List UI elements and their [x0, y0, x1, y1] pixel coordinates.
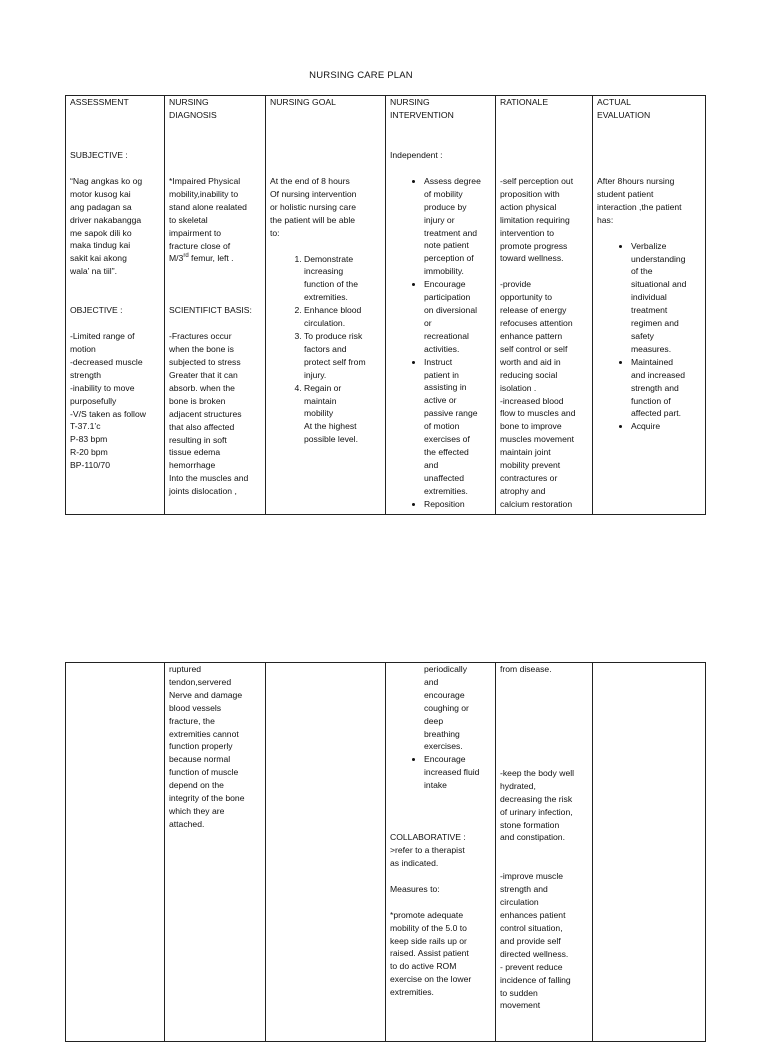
- goal-column: [266, 96, 386, 515]
- intervention-item: • Instruct patient in assisting in active or passive range of motion exercises of the effected and unaffected extremities.: [424, 356, 491, 498]
- independent-label: Independent :: [390, 150, 443, 160]
- intervention-item: • Assess degree of mobility produce by injury or treatment and note patient perception of immobility.: [424, 175, 491, 278]
- rationale-text: from disease.: [500, 664, 552, 674]
- rationale-column-cont: [496, 663, 593, 1042]
- evaluation-column-cont: [593, 663, 706, 1042]
- goal-item: 4. Regain or maintain mobility At the highest possible level.: [304, 382, 381, 447]
- care-plan-table-page-2: [65, 662, 706, 1042]
- rationale-text: -keep the body well hydrated, decreasing the risk of urinary infection, stone formation and constipation.: [500, 767, 575, 843]
- goal-item: 1. Demonstrate increasing function of the extremities.: [304, 253, 381, 305]
- rationale-column: [496, 96, 593, 515]
- goal-item: 3. To produce risk factors and protect self from injury.: [304, 330, 381, 382]
- intervention-item: • Reposition: [424, 498, 491, 511]
- intervention-list: [390, 175, 491, 511]
- scientific-basis-label: SCIENTIFICT BASIS:: [169, 305, 252, 316]
- evaluation-list: [597, 240, 701, 434]
- evaluation-item: • Maintained and increased strength and function of affected part.: [631, 356, 701, 421]
- subjective-label: SUBJECTIVE :: [70, 150, 128, 160]
- goal-column-cont: [266, 663, 386, 1042]
- goal-item: 2. Enhance blood circulation.: [304, 304, 381, 330]
- collaborative-text: >refer to a therapist as indicated.: [390, 844, 465, 868]
- header-diagnosis: NURSING DIAGNOSIS: [169, 97, 217, 120]
- assessment-column-cont: [66, 663, 165, 1042]
- subjective-statement: “Nag angkas ko og motor kusog kai ang padagan sa driver nakabangga me sapok dili ko maka tindug kai sakit kai akong wala’ na tiil”.: [70, 175, 143, 277]
- objective-findings: -Limited range of motion -decreased muscle strength -inability to move purposefully -V/S taken as follow T-37.1’c P-83 bpm R-20 bpm BP-110/70: [70, 331, 146, 471]
- care-plan-table-page-1: [65, 95, 706, 515]
- header-rationale: RATIONALE: [500, 97, 549, 107]
- diagnosis-column: [165, 96, 266, 515]
- diagnosis-continuation: ruptured tendon,servered Nerve and damage blood vessels fracture, the extremities cannot function properly because normal function of muscle depend on the integrity of the bone which they are attached.: [169, 664, 245, 829]
- scientific-basis-text: -Fractures occur when the bone is subjected to stress Greater that it can absorb. when the bone is broken adjacent structures that also affected resulting in soft tissue edema hemorrhage Into the muscles and joints dislocation ,: [169, 331, 249, 497]
- objective-label: OBJECTIVE :: [70, 305, 123, 316]
- intervention-column: [386, 96, 496, 515]
- intervention-column-cont: [386, 663, 496, 1042]
- measures-label: Measures to:: [390, 883, 440, 894]
- measures-text: *promote adequate mobility of the 5.0 to keep side rails up or raised. Assist patient to do active ROM exercise on the lower extremities.: [390, 909, 472, 998]
- assessment-column: [66, 96, 165, 515]
- diagnosis-text-main: *Impaired Physical mobility,inability to stand alone realated to skeletal impairment to fracture close of M/3: [169, 176, 247, 264]
- goal-intro: At the end of 8 hours Of nursing intervention or holistic nursing care the patient will be able to:: [270, 176, 357, 238]
- evaluation-item: • Acquire: [631, 420, 701, 433]
- collaborative-label: COLLABORATIVE :: [390, 832, 466, 843]
- header-goal: NURSING GOAL: [270, 97, 336, 107]
- diagnosis-column-cont: [165, 663, 266, 1042]
- diagnosis-superscript: rd: [183, 253, 189, 260]
- evaluation-intro: After 8hours nursing student patient interaction ,the patient has:: [597, 176, 682, 225]
- header-intervention: NURSING INTERVENTION: [390, 97, 454, 120]
- rationale-text: -provide opportunity to release of energy refocuses attention enhance pattern self control or self worth and aid in reducing social isolation . -increased blood flow to muscles and bone to improve muscles movement maintain joint mobility prevent contractures or atrophy and calcium restoration: [500, 279, 576, 509]
- header-assessment: ASSESSMENT: [70, 97, 129, 107]
- intervention-item: • Encourage participation on diversional or recreational activities.: [424, 278, 491, 355]
- rationale-text: -improve muscle strength and circulation enhances patient control situation, and provide self directed wellness. - prevent reduce incidence of falling to sudden movement: [500, 871, 571, 1011]
- evaluation-column: [593, 96, 706, 515]
- evaluation-item: • Verbalize understanding of the situational and individual treatment regimen and safety measures.: [631, 240, 701, 356]
- goal-list: [270, 253, 381, 447]
- rationale-text: -self perception out proposition with action physical limitation requiring intervention to promote progress toward wellness.: [500, 176, 574, 264]
- diagnosis-text-tail: femur, left .: [188, 253, 234, 264]
- intervention-item: • Encourage increased fluid intake: [424, 753, 491, 792]
- nursing-diagnosis-text: [169, 175, 261, 265]
- intervention-continuation: periodically and encourage coughing or deep breathing exercises.: [424, 664, 469, 752]
- document-title: NURSING CARE PLAN: [309, 70, 413, 81]
- header-evaluation: ACTUAL EVALUATION: [597, 97, 651, 120]
- intervention-list-cont: [390, 753, 491, 792]
